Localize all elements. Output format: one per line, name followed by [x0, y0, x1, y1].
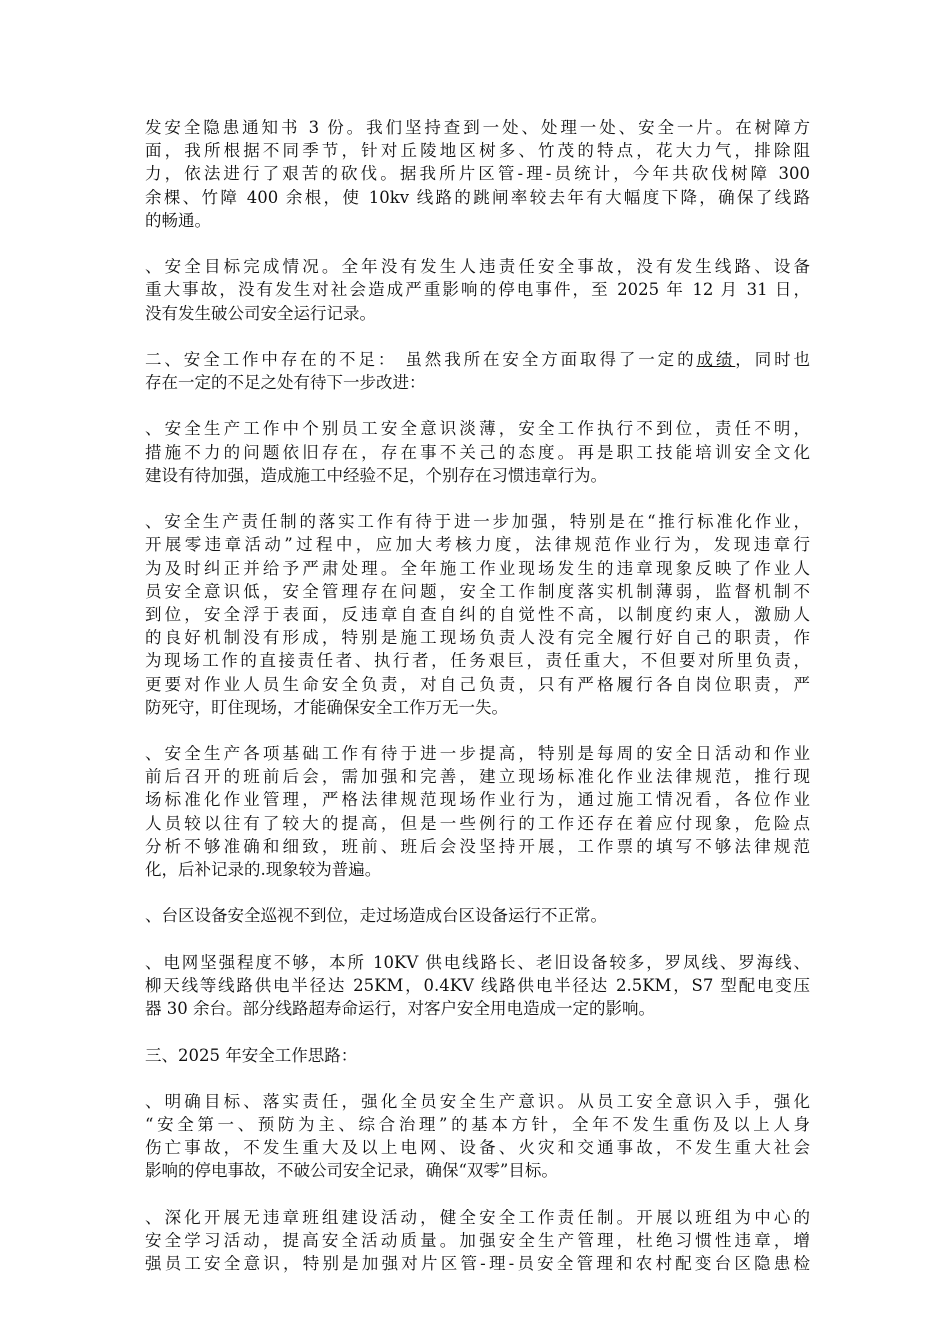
- text-line: [145, 348, 810, 371]
- text-line: 安全学习活动，提高安全活动质量。加强安全生产管理，杜绝习惯性违章，增: [145, 1231, 810, 1250]
- text-line: 的良好机制没有形成，特别是施工现场负责人没有完全履行好自己的职责，作: [145, 628, 810, 648]
- text-line: 柳天线等线路供电半径达 25KM，0.4KV 线路供电半径达 2.5KM，S7 型配电变压: [145, 975, 810, 995]
- text-line: 措施不力的问题依旧存在，存在事不关己的态度。再是职工技能培训安全文化: [145, 442, 810, 462]
- text-line: 为及时纠正并给予严肃处理。全年施工作业现场发生的违章现象反映了作业人: [145, 558, 810, 578]
- text-line: 防死守，盯住现场，才能确保安全工作万无一失。: [145, 697, 508, 717]
- text-line: 前后召开的班前后会，需加强和完善，建立现场标准化作业法律规范，推行现: [145, 767, 810, 787]
- text-line: 建设有待加强，造成施工中经验不足，个别存在习惯违章行为。: [145, 465, 607, 485]
- paragraph-grid: [145, 951, 810, 1021]
- text-line: 为现场工作的直接责任者、执行者，任务艰巨，责任重大，不但要对所里负责，: [145, 651, 810, 671]
- text-line: 的畅通。: [145, 210, 211, 230]
- section-heading: 三、2025 年安全工作思路：: [145, 1045, 358, 1065]
- text-line: 力，依法进行了艰苦的砍伐。据我所片区管-理-员统计，今年共砍伐树障 300: [145, 164, 810, 184]
- text-line: 、明确目标、落实责任，强化全员安全生产意识。从员工安全意识入手，强化: [145, 1091, 810, 1111]
- text-line: 、安全生产工作中个别员工安全意识淡薄，安全工作执行不到位，责任不明，: [145, 419, 810, 439]
- paragraph-goals: [145, 1090, 810, 1183]
- text-line: 场标准化作业管理，严格法律规范现场作业行为，通过施工情况看，各位作业: [145, 790, 810, 810]
- text-line: 员安全意识低，安全管理存在问题，安全工作制度落实机制薄弱，监督机制不: [145, 581, 810, 601]
- text-line: 余棵、竹障 400 余根，使 10kv 线路的跳闸率较去年有大幅度下降，确保了线路: [145, 187, 810, 207]
- text-line: 、深化开展无违章班组建设活动，健全安全工作责任制。开展以班组为中心的: [145, 1207, 810, 1227]
- text-line: 发安全隐患通知书 3 份。我们坚持查到一处、处理一处、安全一片。在树障方: [145, 118, 810, 137]
- text-line: 面，我所根据不同季节，针对丘陵地区树多、竹茂的特点，花大力气，排除阻: [145, 141, 810, 161]
- document-page: [145, 116, 810, 1299]
- text-line: 人员较以往有了较大的提高，但是一些例行的工作还存在着应付现象，危险点: [145, 813, 810, 833]
- text-line: 强员工安全意识，特别是加强对片区管-理-员安全管理和农村配变台区隐患检: [145, 1254, 810, 1274]
- text-line: 、安全生产责任制的落实工作有待于进一步加强，特别是在“推行标准化作业，: [145, 512, 810, 532]
- text-line: 伤亡事故，不发生重大及以上电网、设备、火灾和交通事故，不发生重大社会: [145, 1138, 810, 1158]
- text-line: 化，后补记录的.现象较为普遍。: [145, 860, 382, 879]
- heading-text: 二、安全工作中存在的不足： 虽然我所在安全方面取得了一定的: [145, 349, 697, 369]
- text-line: 分析不够准确和细致，班前、班后会没坚持开展，工作票的填写不够法律规范: [145, 836, 810, 856]
- heading-text-tail: ，同时也: [735, 349, 811, 369]
- text-line: 开展零违章活动”过程中，应加大考核力度，法律规范作业行为，发现违章行: [145, 535, 810, 555]
- paragraph-responsibility: [145, 510, 810, 719]
- paragraph-tree-barrier: [145, 116, 810, 232]
- text-line: 更要对作业人员生命安全负责，对自己负责，只有严格履行各自岗位职责，严: [145, 674, 810, 694]
- paragraph-plan-heading: [145, 1044, 810, 1067]
- text-line: 、电网坚强程度不够，本所 10KV 供电线路长、老旧设备较多，罗凤线、罗海线、: [145, 952, 810, 972]
- text-line: 影响的停电事故，不破公司安全记录，确保“双零”目标。: [145, 1161, 558, 1181]
- text-line: 、安全生产各项基础工作有待于进一步提高，特别是每周的安全日活动和作业: [145, 744, 810, 764]
- text-line: 器 30 余台。部分线路超寿命运行，对客户安全用电造成一定的影响。: [145, 999, 655, 1019]
- paragraph-safety-goal: [145, 255, 810, 325]
- text-line: 、安全目标完成情况。全年没有发生人违责任安全事故，没有发生线路、设备: [145, 257, 810, 277]
- paragraph-team-building: [145, 1206, 810, 1276]
- paragraph-inspection: [145, 904, 810, 927]
- text-line: “安全第一、预防为主、综合治理”的基本方针，全年不发生重伤及以上人身: [145, 1115, 810, 1135]
- text-line: 存在一定的不足之处有待下一步改进：: [145, 373, 426, 393]
- paragraph-awareness: [145, 417, 810, 487]
- text-line: 到位，安全浮于表面，反违章自查自纠的自觉性不高，以制度约束人，激励人: [145, 604, 810, 624]
- text-line: 重大事故，没有发生对社会造成严重影响的停电事件，至 2025 年 12 月 31 日，: [145, 280, 810, 300]
- paragraph-foundation: [145, 742, 810, 881]
- paragraph-shortcomings-heading: [145, 348, 810, 394]
- achievement-link[interactable]: 成绩: [696, 349, 736, 369]
- text-line: 、台区设备安全巡视不到位，走过场造成台区设备运行不正常。: [145, 906, 607, 926]
- text-line: 没有发生破公司安全运行记录。: [145, 303, 376, 323]
